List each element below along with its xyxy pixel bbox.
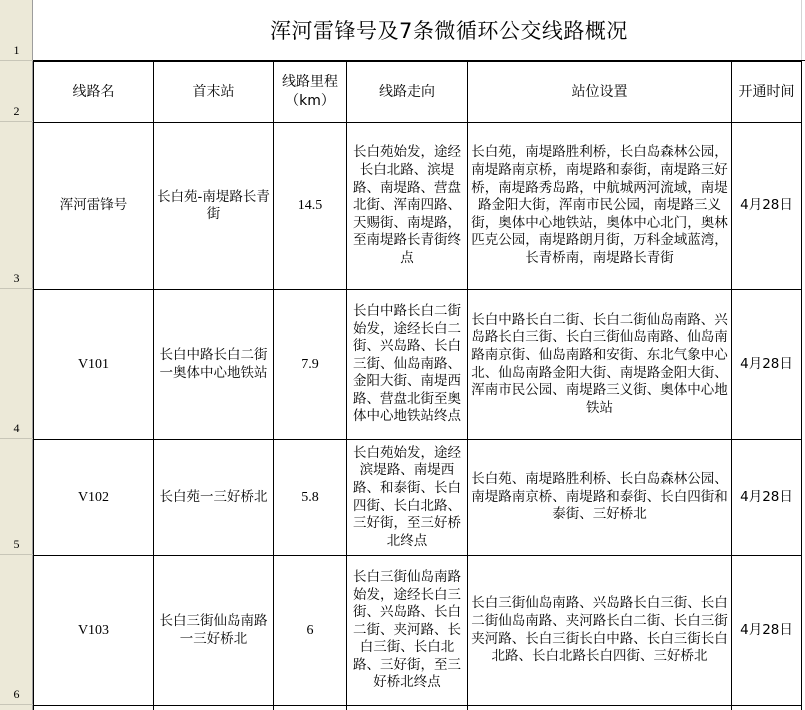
cell-terminals[interactable]: 长白苑一三好桥北: [154, 440, 274, 556]
cell-name[interactable]: 浑河雷锋号: [34, 123, 154, 290]
header-length[interactable]: 线路里程（km）: [274, 62, 347, 123]
row-header-3[interactable]: 3: [0, 122, 33, 289]
cell-empty[interactable]: [732, 706, 802, 710]
cell-route[interactable]: 长白三街仙岛南路始发，途经长白三街、兴岛路、长白二街、夹河路、长白三街、长白北路、三好街，至三好桥北终点: [347, 556, 468, 706]
row-header-6[interactable]: 6: [0, 555, 33, 705]
cell-route[interactable]: 长白苑始发，途经长白北路、滨堤路、南堤路、营盘北街、浑南四路、天赐街、南堤路，至南堤路长青街终点: [347, 123, 468, 290]
header-terminals[interactable]: 首末站: [154, 62, 274, 123]
cell-name[interactable]: V101: [34, 290, 154, 440]
table-row: [34, 123, 802, 290]
cell-empty[interactable]: [274, 706, 347, 710]
row-header-5[interactable]: 5: [0, 439, 33, 555]
cell-stops[interactable]: 长白三街仙岛南路、兴岛路长白三街、长白二街仙岛南路、夹河路长白二街、长白三街夹河路、长白三街长白中路、长白三街长白北路、长白北路长白四街、三好桥北: [468, 556, 732, 706]
cell-length[interactable]: 7.9: [274, 290, 347, 440]
cell-route[interactable]: 长白中路长白二街始发，途经长白二街、兴岛路、长白三街、仙岛南路、金阳大街、南堤西路、营盘北街至奥体中心地铁站终点: [347, 290, 468, 440]
row-header-2[interactable]: 2: [0, 61, 33, 122]
row-header-4[interactable]: 4: [0, 289, 33, 439]
spreadsheet-area: [33, 0, 805, 710]
table-row: [34, 440, 802, 556]
table-row-partial: [34, 706, 802, 710]
header-name[interactable]: 线路名: [34, 62, 154, 123]
cell-empty[interactable]: [347, 706, 468, 710]
cell-name[interactable]: V102: [34, 440, 154, 556]
table-row: [34, 556, 802, 706]
cell-open-date[interactable]: 4月28日: [732, 440, 802, 556]
cell-open-date[interactable]: 4月28日: [732, 123, 802, 290]
cell-length[interactable]: 5.8: [274, 440, 347, 556]
cell-name[interactable]: V103: [34, 556, 154, 706]
cell-length[interactable]: 14.5: [274, 123, 347, 290]
sheet-title: 浑河雷锋号及7条微循环公交线路概况: [270, 19, 628, 43]
cell-empty[interactable]: [154, 706, 274, 710]
cell-route[interactable]: 长白苑始发，途经滨堤路、南堤西路、和泰街、长白四街、长白北路、三好街，至三好桥北终点: [347, 440, 468, 556]
cell-stops[interactable]: 长白苑，南堤路胜利桥，长白岛森林公园，南堤路南京桥，南堤路和泰街，南堤路三好桥，南堤路秀岛路，中航城两河流域，南堤路金阳大街，浑南市民公园，南堤路三义街，奥体中心地铁站，奥体中心北门，奥林匹克公园，南堤路朗月街，万科金域蓝湾，长青桥南，南堤路长青街: [468, 123, 732, 290]
routes-table: [33, 61, 802, 710]
header-open-date[interactable]: 开通时间: [732, 62, 802, 123]
cell-terminals[interactable]: 长白中路长白二街一奥体中心地铁站: [154, 290, 274, 440]
cell-empty[interactable]: [468, 706, 732, 710]
header-row: [34, 62, 802, 123]
header-stops[interactable]: 站位设置: [468, 62, 732, 123]
header-route[interactable]: 线路走向: [347, 62, 468, 123]
cell-terminals[interactable]: 长白三街仙岛南路一三好桥北: [154, 556, 274, 706]
cell-open-date[interactable]: 4月28日: [732, 556, 802, 706]
row-header-1[interactable]: 1: [0, 0, 33, 61]
cell-empty[interactable]: [34, 706, 154, 710]
cell-length[interactable]: 6: [274, 556, 347, 706]
cell-stops[interactable]: 长白中路长白二街、长白二街仙岛南路、兴岛路长白三街、长白三街仙岛南路、仙岛南路南京街、仙岛南路和安街、东北气象中心北、仙岛南路金阳大街、南堤路金阳大街、浑南市民公园、南堤路三义街、奥体中心地铁站: [468, 290, 732, 440]
cell-stops[interactable]: 长白苑、南堤路胜利桥、长白岛森林公园、南堤路南京桥、南堤路和泰街、长白四街和泰街、三好桥北: [468, 440, 732, 556]
table-row: [34, 290, 802, 440]
title-cell[interactable]: [33, 0, 805, 61]
cell-open-date[interactable]: 4月28日: [732, 290, 802, 440]
cell-terminals[interactable]: 长白苑-南堤路长青街: [154, 123, 274, 290]
